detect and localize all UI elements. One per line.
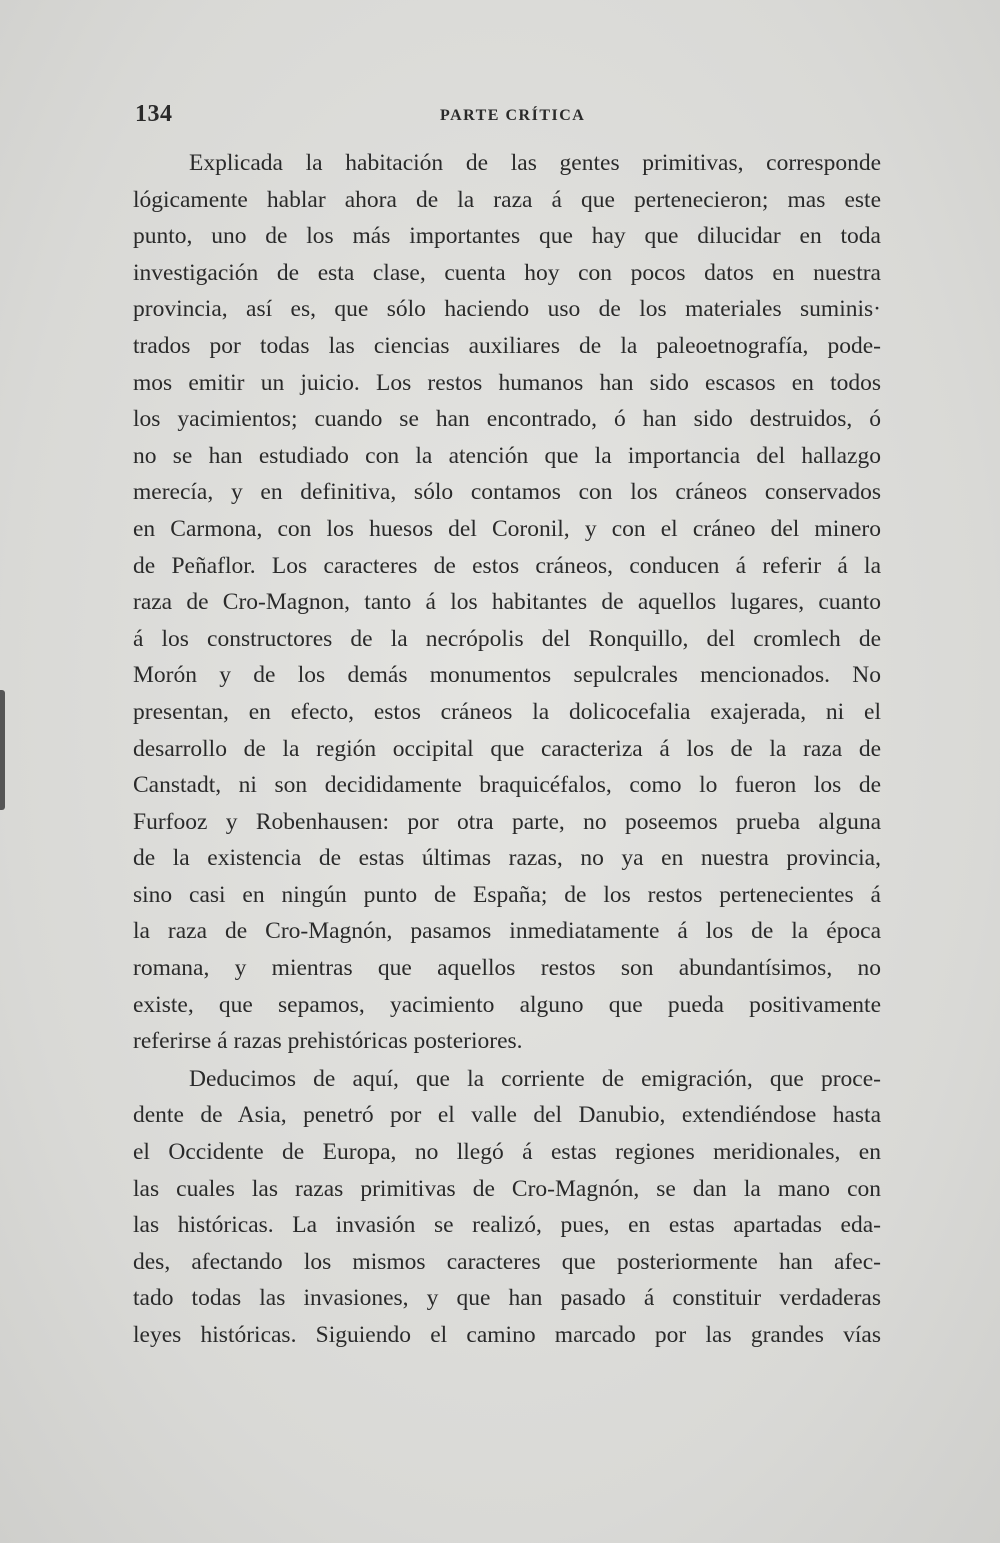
text-line: en Carmona, con los huesos del Coronil, y con el cráneo del minero	[133, 515, 881, 542]
text-line: no se han estudiado con la atención que la importancia del hallazgo	[133, 442, 881, 469]
text-line: romana, y mientras que aquellos restos son abundantísimos, no	[133, 955, 881, 982]
text-line: lógicamente hablar ahora de la raza á que pertenecieron; mas este	[133, 186, 881, 213]
text-line: la raza de Cro-Magnón, pasamos inmediatamente á los de la época	[133, 918, 881, 945]
text-line: provincia, así es, que sólo haciendo uso de los materiales suminis·	[133, 296, 881, 323]
text-line: de Peñaflor. Los caracteres de estos cráneos, conducen á referir á la	[133, 552, 881, 579]
text-line: presentan, en efecto, estos cráneos la dolicocefalia exajerada, ni el	[133, 698, 881, 725]
text-line: dente de Asia, penetró por el valle del Danubio, extendiéndose hasta	[133, 1102, 881, 1129]
text-line: tado todas las invasiones, y que han pasado á constituir verdaderas	[133, 1285, 881, 1312]
paragraph-1	[133, 145, 881, 1060]
text-line: de la existencia de estas últimas razas, no ya en nuestra provincia,	[133, 845, 881, 872]
text-line: mos emitir un juicio. Los restos humanos han sido escasos en todos	[133, 369, 881, 396]
text-line: merecía, y en definitiva, sólo contamos con los cráneos conservados	[133, 479, 881, 506]
text-line: Furfooz y Robenhausen: por otra parte, no poseemos prueba alguna	[133, 808, 881, 835]
running-head	[135, 101, 880, 135]
text-line: des, afectando los mismos caracteres que posteriormente han afec-	[133, 1248, 881, 1275]
text-line: Morón y de los demás monumentos sepulcrales mencionados. No	[133, 662, 881, 689]
text-line: los yacimientos; cuando se han encontrado, ó han sido destruidos, ó	[133, 406, 881, 433]
running-title: PARTE CRÍTICA	[440, 107, 586, 124]
text-line: el Occidente de Europa, no llegó á estas regiones meridionales, en	[133, 1139, 881, 1166]
text-line: raza de Cro-Magnon, tanto á los habitantes de aquellos lugares, cuanto	[133, 589, 881, 616]
text-line: las históricas. La invasión se realizó, pues, en estas apartadas eda-	[133, 1212, 881, 1239]
text-line: desarrollo de la región occipital que caracteriza á los de la raza de	[133, 735, 881, 762]
page-number: 134	[135, 101, 173, 127]
text-line: investigación de esta clase, cuenta hoy con pocos datos en nuestra	[133, 259, 881, 286]
paragraph-2	[133, 1061, 881, 1354]
text-line: existe, que sepamos, yacimiento alguno que pueda positivamente	[133, 991, 881, 1018]
text-line: Explicada la habitación de las gentes primitivas, corresponde	[189, 150, 881, 176]
binding-shadow	[0, 690, 5, 810]
text-line: leyes históricas. Siguiendo el camino marcado por las grandes vías	[133, 1322, 881, 1348]
text-line: Deducimos de aquí, que la corriente de emigración, que proce-	[189, 1065, 881, 1092]
text-line: á los constructores de la necrópolis del Ronquillo, del cromlech de	[133, 625, 881, 652]
text-line: referirse á razas prehistóricas posteriores.	[133, 1028, 523, 1055]
text-line: Canstadt, ni son decididamente braquicéfalos, como lo fueron los de	[133, 772, 881, 799]
body-text	[133, 145, 881, 1355]
text-line: trados por todas las ciencias auxiliares de la paleoetnografía, pode-	[133, 332, 881, 359]
text-line: sino casi en ningún punto de España; de los restos pertenecientes á	[133, 881, 881, 908]
text-line: punto, uno de los más importantes que hay que dilucidar en toda	[133, 223, 881, 250]
text-line: las cuales las razas primitivas de Cro-Magnón, se dan la mano con	[133, 1175, 881, 1202]
